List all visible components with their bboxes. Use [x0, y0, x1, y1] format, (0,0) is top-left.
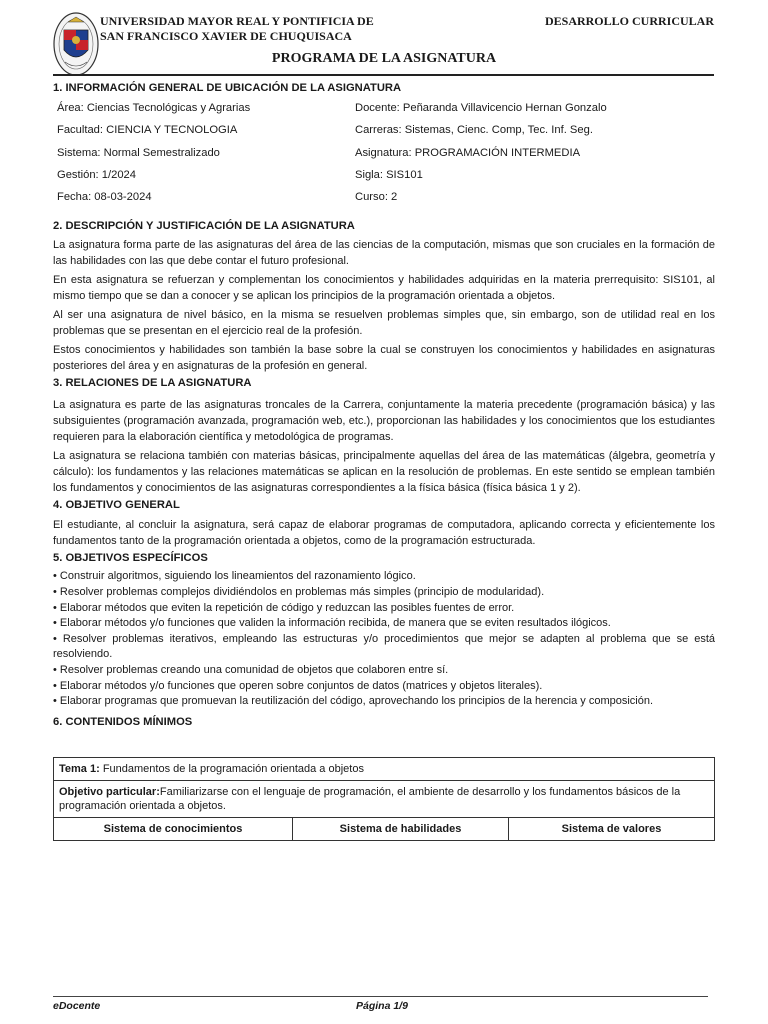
page-number: Página 1/9 — [356, 1000, 408, 1012]
list-item: • Resolver problemas creando una comunidad de objetos que colaboren entre sí. — [53, 664, 449, 677]
column-header-habilidades: Sistema de habilidades — [293, 818, 509, 841]
section-4-paragraph: El estudiante, al concluir la asignatura, será capaz de elaborar programas de computadora, aplicando correcta y eficientemente los fundamentos tanto de la programación orientada a objetos, como de la programación estructurada. — [53, 519, 715, 548]
objetivo-label: Objetivo particular: — [59, 786, 160, 798]
column-header-conocimientos: Sistema de conocimientos — [54, 818, 293, 841]
info-fecha: Fecha: 08-03-2024 — [57, 191, 152, 204]
section-3-paragraph: La asignatura se relaciona también con materias básicas, principalmente aquellas del área de las matemáticas (álgebra, geometría y cálculo): los fundamentos y las relaciones matemáticas se aplican en la resolución de problemas. En este sentido se emplean también los fundamentos y conocimientos de las asignaturas correspondientes a la física básica (física básica 1 y 2). — [53, 450, 715, 495]
section-2-paragraph: En esta asignatura se refuerzan y complementan los conocimientos y habilidades adquiridas en la materia prerrequisito: SIS101, al mismo tiempo que se dan a conocer y se aplican los principios de la programación orientada a objetos. — [53, 274, 715, 303]
section-4-title: 4. OBJETIVO GENERAL — [53, 499, 180, 512]
university-name-line2: SAN FRANCISCO XAVIER DE CHUQUISACA — [100, 29, 352, 43]
section-5-title: 5. OBJETIVOS ESPECÍFICOS — [53, 552, 208, 565]
university-name-line1: UNIVERSIDAD MAYOR REAL Y PONTIFICIA DE — [100, 14, 374, 28]
footer-source: eDocente — [53, 1000, 101, 1012]
list-item: • Elaborar métodos que eviten la repetición de código y reduzcan las posibles fuentes de error. — [53, 601, 515, 614]
tema-cell — [54, 758, 715, 781]
objetivo-cell — [54, 781, 715, 818]
info-curso: Curso: 2 — [355, 191, 398, 204]
list-item: • Elaborar métodos y/o funciones que operen sobre conjuntos de datos (matrices y objetos literales). — [53, 679, 543, 692]
section-2-paragraph: Al ser una asignatura de nivel básico, en la misma se resuelven problemas simples que, sin embargo, son de utilidad real en los problemas que se presentan en el ejercicio real de la profesión. — [53, 309, 715, 338]
info-gestion: Gestión: 1/2024 — [57, 168, 136, 181]
contents-table — [53, 757, 715, 841]
table-row — [54, 758, 715, 781]
column-header-valores: Sistema de valores — [509, 818, 715, 841]
list-item: • Elaborar métodos y/o funciones que validen la información recibida, de manera que se eviten resultados ilógicos. — [53, 617, 611, 630]
tema-text: Fundamentos de la programación orientada a objetos — [102, 763, 364, 775]
tema-label: Tema 1: — [59, 763, 100, 775]
document-title: PROGRAMA DE LA ASIGNATURA — [271, 51, 497, 66]
info-sistema: Sistema: Normal Semestralizado — [57, 146, 220, 159]
section-3-title: 3. RELACIONES DE LA ASIGNATURA — [53, 377, 252, 390]
info-area: Área: Ciencias Tecnológicas y Agrarias — [57, 102, 251, 114]
list-item: • Construir algoritmos, siguiendo los lineamientos del razonamiento lógico. — [53, 570, 416, 583]
info-sigla: Sigla: SIS101 — [355, 168, 423, 181]
section-6-title: 6. CONTENIDOS MÍNIMOS — [53, 715, 193, 728]
list-item: • Resolver problemas iterativos, empleando las estructuras y/o procedimientos que mejor se adapten al problema que se está resolviendo. — [53, 632, 715, 661]
info-docente: Docente: Peñaranda Villavicencio Hernan Gonzalo — [355, 102, 607, 114]
table-row — [54, 781, 715, 818]
info-carreras: Carreras: Sistemas, Cienc. Comp, Tec. Inf. Seg. — [355, 124, 593, 137]
department-label: DESARROLLO CURRICULAR — [544, 14, 714, 28]
list-item: • Elaborar programas que promuevan la reutilización del código, aprovechando los principios de la herencia y composición. — [53, 695, 654, 708]
document-body — [53, 82, 715, 728]
document-header — [0, 0, 768, 80]
table-row — [54, 818, 715, 841]
objetivo-text: Familiarizarse con el lenguaje de programación, el ambiente de desarrollo y los fundamentos básicos de la programación orientada a objetos. — [59, 786, 681, 812]
general-info-grid — [57, 97, 715, 208]
section-2-paragraph: La asignatura forma parte de las asignaturas del área de las ciencias de la computación, mismas que son cruciales en la formación de las habilidades con las que debe contar el futuro profesional. — [53, 239, 715, 268]
info-asignatura: Asignatura: PROGRAMACIÓN INTERMEDIA — [355, 146, 581, 159]
specific-objectives-list — [53, 569, 715, 709]
section-2-title: 2. DESCRIPCIÓN Y JUSTIFICACIÓN DE LA ASIGNATURA — [53, 220, 355, 233]
section-1-title: 1. INFORMACIÓN GENERAL DE UBICACIÓN DE LA ASIGNATURA — [53, 82, 402, 94]
section-2-paragraph: Estos conocimientos y habilidades son también la base sobre la cual se construyen los conocimientos y habilidades en asignaturas posteriores del área y en asignaturas de la profesión en general. — [53, 344, 715, 373]
info-facultad: Facultad: CIENCIA Y TECNOLOGIA — [57, 124, 238, 137]
section-3-paragraph: La asignatura es parte de las asignaturas troncales de la Carrera, conjuntamente la materia precedente (programación básica) y las subsiguientes (programación avanzada, programación web, etc.), proporcionan las habilidades y los conocimientos que los estudiantes requieren para la elaboración científica y metodológica de programas. — [53, 399, 715, 444]
list-item: • Resolver problemas complejos dividiéndolos en problemas más simples (principio de modularidad). — [53, 586, 545, 599]
university-name — [100, 14, 374, 44]
footer-divider — [53, 996, 708, 997]
header-divider — [53, 74, 714, 76]
